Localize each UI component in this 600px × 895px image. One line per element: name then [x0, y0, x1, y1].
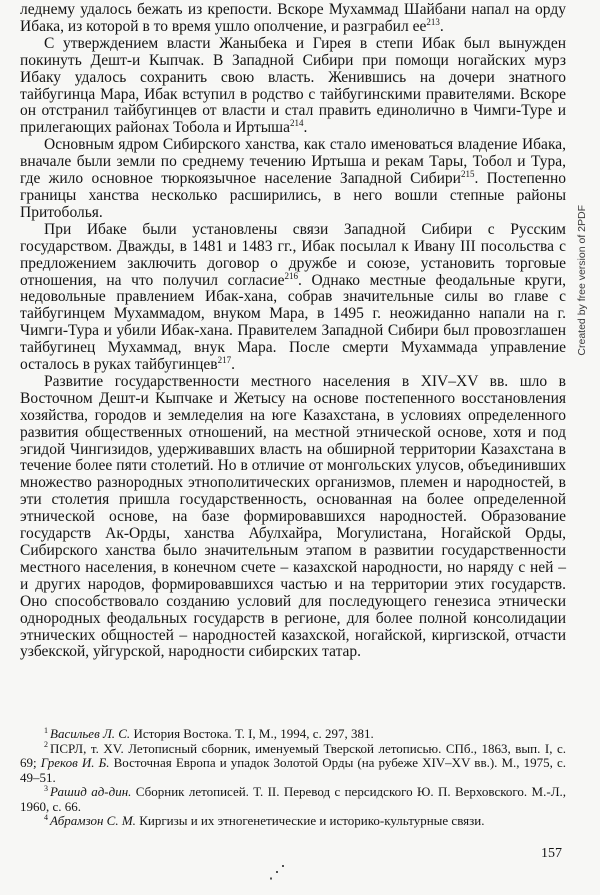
footnote-4: $^4$ Абрамзон С. М. Киргизы и их этногенетические и историко-культурные связи.: [44, 812, 485, 828]
footnote-ref: 216: [284, 270, 298, 281]
scan-mark: ⋰: [268, 862, 286, 882]
paragraph-4: При Ибаке были установлены связи Западной Сибири с Русским государством. Дважды, в 1481 и 1483 гг., Ибак посылал к Ивану III посольства с предложением заключить договор о дружбе и союзе, установить торговые отношения, на что получил согласие$^{216}$. Однако местные феодальные круги, недовольные правлением Ибак-хана, собрав значительные силы во главе с тайбугинцем Мухаммадом, внуком Мара, в 1495 г. неожиданно напали на г. Чимги-Тура и убили Ибак-хана. Правителем Западной Сибири был провозглашен тайбугинец Мухаммад, внук Мара. После смерти Мухаммада управление осталось в руках тайбугинцев$^{217}$.: [20, 220, 567, 374]
footnote-ref: 214: [290, 118, 304, 129]
paragraph-1: леднему удалось бежать из крепости. Вскоре Мухаммад Шайбани напал на орду Ибака, из которой в то время ушло ополчение, и разграбил $ее^{213}$.: [20, 1, 566, 35]
footnote-ref: 215: [460, 168, 475, 179]
footnote-1: $^1$ Васильев Л. С. История Востока. Т. I, М., 1994, с. 297, 381.: [44, 725, 374, 741]
paragraph-5: Развитие государственности местного населения в XIV–XV вв. шло в Восточном Дешт-и Кыпчаке и Жетысу на основе постепенного восстановления хозяйства, городов и земледелия на юге Казахстана, в условиях определенного развития общественных отношений, на местной этнической основе, хотя и под эгидой Чингизидов, удерживавших власть на обширной территории Казахстана в течение более пяти столетий. Но в отличие от монгольских улусов, объединивших множество разнородных этнополитических организмов, племен и народностей, в эти столетия пришла государственность, основанная на более определенной этнической основе, на базе формировавшихся народностей. Образование государств Ак-Орды, ханства Абулхайра, Могулистана, Ногайской Орды, Сибирского ханства было значительным этапом в развитии государственности местного населения, в конечном счете – казахской народности, но наряду с ней – и других народов, формировавшихся частью и на территории этих государств. Оно способствовало созданию условий для последующего генезиса этнически однородных феодальных государств в регионе, для более полной консолидации этнических общностей – народностей казахской, ногайской, киргизской, отчасти узбекской, уйгурской, народности сибирских татар.: [20, 372, 566, 661]
watermark: Created by free version of 2PDF: [576, 205, 588, 356]
paragraph-2: С утверждением власти Жаныбека и Гирея в степи Ибак был вынужден покинуть Дешт-и Кыпчак. В Западной Сибири при помощи ногайских мурз Ибаку удалось сохранить свою власть. Женившись на дочери знатного тайбугинца Мара, Ибак вступил в родство с тайбугинскими правителями. Вскоре он отстранил тайбугинцев от власти и стал править единолично в Чимги-Туре и прилегающих районах Тобола и Иртыша$^{214}$.: [20, 34, 566, 137]
footnote-ref: 217: [217, 354, 232, 365]
page-number: 157: [541, 846, 562, 861]
paragraph-3: Основным ядром Сибирского ханства, как стало именоваться владение Ибака, вначале были земли по среднему течению Иртыша и рекам Тары, Тобол и Тура, где жило основное тюркоязычное население Западной Сибири$^{215}$. Постепенно границы ханства несколько расширились, в него вошли степные районы Притоболья.: [20, 136, 567, 221]
footnote-ref: 213: [426, 16, 440, 27]
footnote-2: $^2$ ПСРЛ, т. XV. Летописный сборник, именуемый Тверской летописью. СПб., 1863, вып. I, с. 69; Греков И. Б. Восточная Европа и упадок Золотой Орды (на рубеже XIV–XV вв.). М., 1975, с. 49–51.: [20, 740, 567, 785]
footnote-3: $^3$ Рашид ад-дин. Сборник летописей. Т. II. Перевод с персидского Ю. П. Верховского. М.-Л., 1960, с. 66.: [20, 783, 567, 814]
footnotes: [20, 727, 566, 829]
main-text: [20, 2, 566, 661]
